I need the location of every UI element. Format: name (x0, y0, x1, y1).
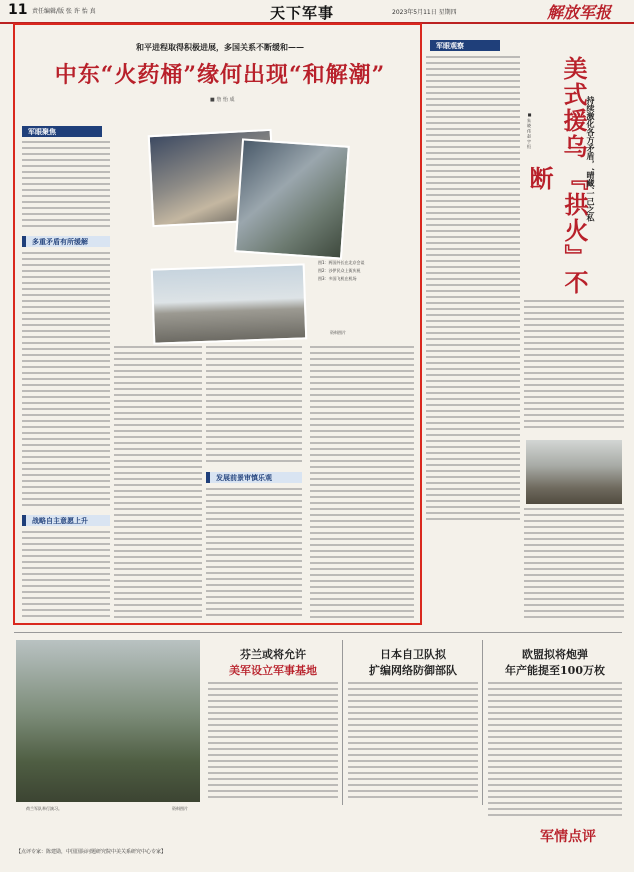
article-body-column (22, 141, 110, 231)
article-body-column (310, 346, 414, 618)
photo-caption: 图3：多国飞机在机场 (318, 276, 357, 281)
right-article-title-2: 『拱火』不断 (525, 166, 589, 296)
divider (14, 632, 622, 633)
section-label-focus: 军眼聚焦 (22, 126, 102, 137)
photo-caption: 图2：沙伊民众上街庆祝 (318, 268, 361, 273)
brief2-title-line2: 扩编网络防御部队 (369, 664, 457, 677)
bottom-photo-caption: 荷兰军队举行演习。 (26, 806, 62, 811)
section-heading-2: 战略自主意愿上升 (22, 515, 110, 526)
brief2-title-line1: 日本自卫队拟 (380, 648, 446, 661)
divider (342, 640, 343, 805)
article-body-column (22, 252, 110, 510)
article-body-column (206, 346, 302, 466)
brief3-title-line2: 年产能提至100万枚 (505, 664, 605, 677)
article-body-column (524, 508, 624, 618)
photo-helicopter (16, 640, 200, 802)
section-title: 天下军事 (270, 4, 335, 22)
right-article-subtitle: 持续激化各方矛盾，‘晴藏’一己之私 (586, 96, 596, 222)
article-byline: ■ 詹 怡 成 (210, 97, 235, 103)
editor-credit: 责任编辑/版 张 许 怡 真 (32, 8, 96, 15)
article-body-column (206, 488, 302, 618)
brief-body (488, 682, 622, 818)
newspaper-logo: 解放军报 (547, 3, 612, 22)
photo-artillery (526, 440, 622, 504)
section-heading-1: 多重矛盾有所缓解 (22, 236, 110, 247)
issue-date: 2023年5月11日 星期四 (392, 9, 457, 16)
photo-caption: 图1：两国外长在北京会谈 (318, 260, 365, 265)
right-article-title-1: 美式援乌 (559, 56, 588, 160)
page-number: 11 (8, 2, 28, 18)
section-label-observe: 军眼观察 (430, 40, 500, 51)
photo-credit: 资料图片 (330, 330, 346, 335)
brief-body (208, 682, 338, 802)
brief1-title-line2: 美军设立军事基地 (229, 664, 317, 677)
column-logo: 军情点评 (540, 829, 596, 845)
photo-airport (151, 263, 308, 344)
article-body-column (114, 346, 202, 618)
footer-note: 【点评专家：陈建勋，中国国际问题研究院中美关系研究中心专家】 (16, 849, 167, 855)
brief1-title-line1: 芬兰或将允许 (240, 648, 306, 661)
article-body-column (22, 531, 110, 619)
brief-body (348, 682, 478, 802)
photo-celebration (234, 138, 350, 259)
right-article-byline: ■ 朱 晓 伟 赵 宇 恒 (527, 112, 532, 149)
divider (482, 640, 483, 805)
article-body-column (524, 300, 624, 430)
article-title: 中东“火药桶”缘何出现“和解潮” (54, 62, 386, 88)
section-heading-3: 发展前景审慎乐观 (206, 472, 302, 483)
brief3-title-line1: 欧盟拟将炮弹 (522, 648, 588, 661)
article-body-column (426, 56, 520, 520)
bottom-photo-credit: 资料图片 (172, 806, 188, 811)
article-kicker: 和平进程取得积极进展，多国关系不断缓和—— (136, 42, 304, 52)
